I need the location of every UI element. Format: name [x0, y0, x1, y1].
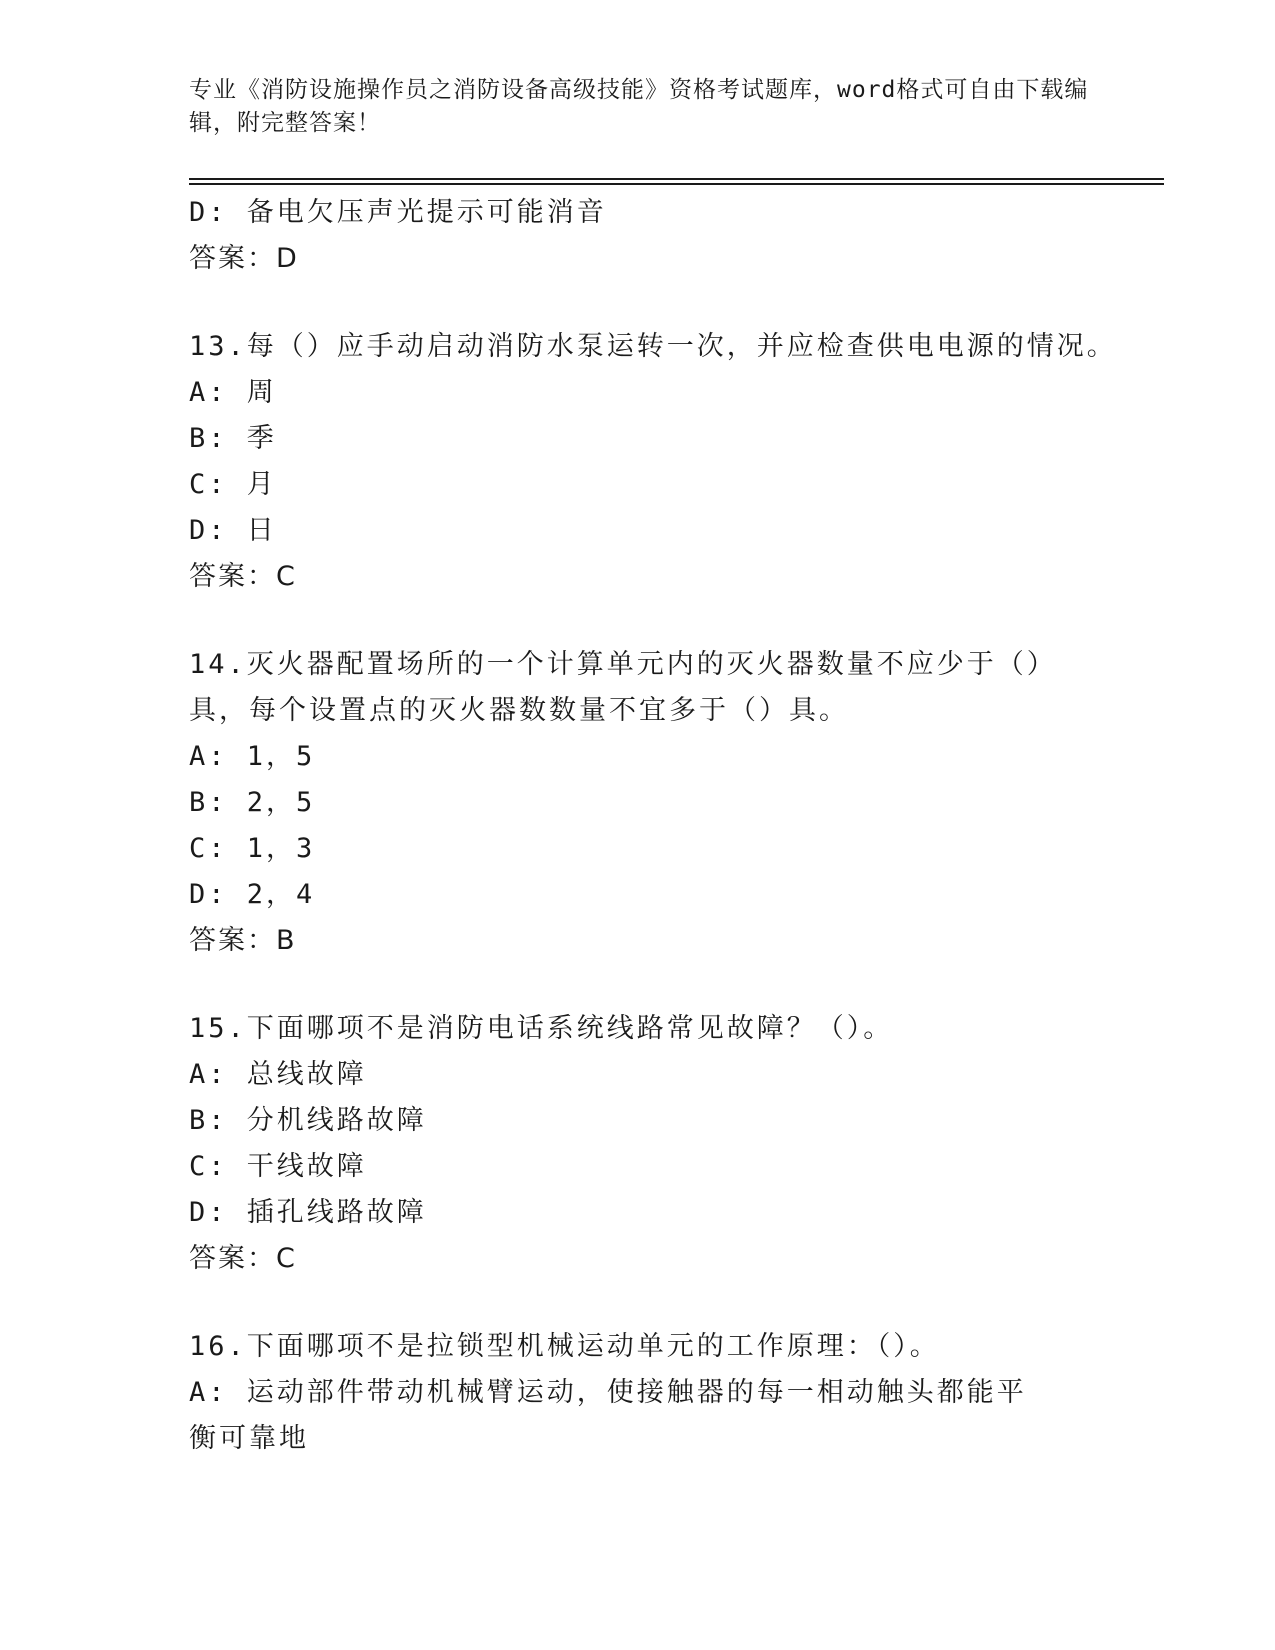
option-c: C: 干线故障 [189, 1151, 367, 1182]
question-stem: 16.下面哪项不是拉锁型机械运动单元的工作原理：（）。 [189, 1331, 940, 1362]
option-b: B: 季 [189, 423, 277, 454]
option-d: D: 日 [189, 515, 277, 546]
option-c: C: 1，3 [189, 833, 316, 864]
answer-label: 答案：C [189, 1243, 297, 1274]
question-13 [189, 324, 1117, 600]
option-b: B: 2，5 [189, 787, 316, 818]
question-16 [189, 1324, 1089, 1462]
question-stem: 13.每（）应手动启动消防水泵运转一次，并应检查供电电源的情况。 [189, 331, 1117, 362]
header-divider-top [189, 178, 1164, 180]
header-divider-bottom [189, 183, 1164, 185]
option-d: D: 2，4 [189, 879, 316, 910]
option-a: A: 总线故障 [189, 1059, 367, 1090]
question-14 [189, 642, 1089, 964]
option-a: A: 运动部件带动机械臂运动，使接触器的每一相动触头都能平衡可靠地 [189, 1377, 1027, 1454]
answer-label: 答案：C [189, 561, 297, 592]
question-list [189, 190, 1117, 1462]
question-stem: 14.灭火器配置场所的一个计算单元内的灭火器数量不应少于（）具，每个设置点的灭火器数数量不宜多于（）具。 [189, 649, 1044, 726]
answer-label: 答案：B [189, 925, 297, 956]
question-stem: 15.下面哪项不是消防电话系统线路常见故障？（）。 [189, 1013, 894, 1044]
option-b: B: 分机线路故障 [189, 1105, 427, 1136]
carryover-block [189, 190, 1089, 282]
question-15 [189, 1006, 1089, 1282]
option-d: D: 插孔线路故障 [189, 1197, 427, 1228]
header-text: 专业《消防设施操作员之消防设备高级技能》资格考试题库，word格式可自由下载编辑，附完整答案！ [189, 77, 1089, 136]
option-a: A: 周 [189, 377, 277, 408]
answer-label: 答案：D [189, 243, 299, 274]
option-a: A: 1，5 [189, 741, 316, 772]
option-d: D: 备电欠压声光提示可能消音 [189, 197, 607, 228]
option-c: C: 月 [189, 469, 277, 500]
document-header [189, 74, 1089, 140]
